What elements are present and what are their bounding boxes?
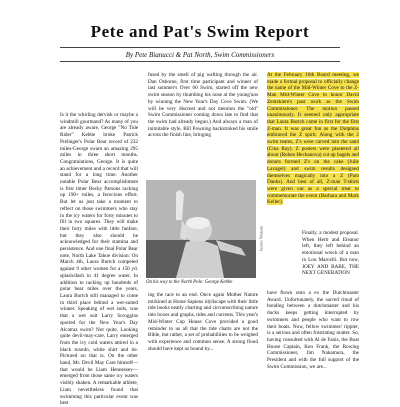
column-2-bottom-text: ing the race to an end. Once again Mother Nature mirkined at Home Sapiens idyllscape with their little tide books neatly charting and circumscribing nature into boxes and graphs, tides and currents. This year's Mid-Winter Cup House Cove provided a good reminder to us all that the tide charts are not the Bible, but rather, a set of probabilities to be weighed with experience and common sense. A strong flood should have kept us bound by... <box>148 292 258 352</box>
column-1-text: Is it the whirling dervish or maybe a windmill gourmand? As many of you are already aware, George "No Tide Rider" Kebbe broke Patrick Prelinger's Polar Bear record of 232 miles-George swam an amazing 295 miles in three short months. Congratulations, George. It is quite an achievement and a record that will stand for a long time. Another notable Polar Bear accomplishment is first timer Becky Parsons racking up 190+ miles, a ferocious effort. But let us just take a moment to reflect on those swimmers who stay in the icy waters for forty minutes to fill in two squares. They will make their forty miles with little fanfare, but they also should be acknowledged for their stamina and persistence. And one final Polar Bear note, North Lake Tahoe division: On March 4th, Laura Burtch competed against 9 other women for a 150 yd. splash/dash in 41 degree water. In addition to racking up hundreds of polar bear miles over the years, Laura Burtch still managed to come in third place behind a wet-suited winner. Speaking of wet suits, was that a wet suit Larry Scroggins sported for the New Year's Day Alcatraz swim? Not quite. Looking quite devil-may-care, Larry emerged from the icy cold waters attired in a black tuxedo, white shirt and tie. Pictured on that is. On the other hand, Mr. Devil May Care himself—that would be Liam Hennessey—emerged from those same icy waters visibly shaken. A remarkable athlete, Liam nevertheless found that swimming this particular event was best <box>60 112 138 407</box>
column-3-middle-text: Finally, a modest proposal. When Herb and Eleanor left, they left behind an emotional wreck of a man in Lou Marcelli. But now, JOEY AND BABE, THE NEXT GENERATION <box>302 230 359 277</box>
photo-credit-text: James Watson <box>258 225 264 252</box>
header-rule-top <box>60 47 340 48</box>
highlighted-paragraph: At the February 16th Board meeting, we made a formal proposal to officially change the name of the Mid-Winter Cove to the Z-Man Mid-Winter Cove to honor David Zentzkiere's past work as the Swim Commissioner. The motion passed unanimously. It seemed only appropriate that Laura Burtch came in first for the first Z-man. It was great fun as the Dolphins embraced the Z spirit. Along with the 2 swim teams, Z's were carved into the sand (Cina Ray). Z posters were plastered all about (Ruben Hechanova) cut up bagels and donuts formed Z's on the cake (Julie Lavagel) and swim results designed themselves magically into a Z (Pam Danks). And best of all, Z-man T-shirts were given out as a special treat to commemorate the event (Barbara and Mark Keller). <box>267 72 359 206</box>
header-rule-bottom <box>60 61 340 62</box>
swimmer-photo <box>146 180 256 278</box>
column-3-top <box>267 72 359 206</box>
column-1 <box>60 112 138 407</box>
article-title: Pete and Pat's Swim Report <box>90 22 310 41</box>
photo-caption: On his way to the North Pole: George Kebbe <box>146 280 233 285</box>
column-3-bottom-text: have flown onto a ex the Dutchmaster Award. Unfortunately, the sacred ritual of bonding between a dutchmaster and his ducks keeps getting interrupted by swimmers and people who want to row their boats. Now, fellow swimmer/ rippler, is a serious and often frustrating matter. So, having consulted with Al de Fanis, the Boat House Captain, Ken Frank, the Rowing Commissioner, Jim Nakamura, the President and with the full support of the Swim Commission, we are... <box>267 290 359 370</box>
article-byline: By Pete Bianucci & Pat North, Swim Commissioners <box>125 51 275 59</box>
swimmer-illustration <box>146 180 256 278</box>
photo-credit <box>256 200 264 280</box>
column-2-top <box>148 72 258 139</box>
column-3-middle <box>302 230 359 277</box>
column-2-top-text: fused by the smell of pig wafting through the air. Dan Osborne, first time participant and winner of last summer's Over 60 Swim, started off the new swim season by thumbing his nose at the young'uns by winning the New Year's Day Cove Swim. (We will be very discreet and not mention the "old" Swim Commissioner coming down late to find that the swim had already begun.) And always a man of inimitable style, Bill Powning backstroked his smile across the finish line, bringing <box>148 72 258 139</box>
column-3-bottom <box>267 290 359 370</box>
column-2-bottom <box>148 292 258 352</box>
